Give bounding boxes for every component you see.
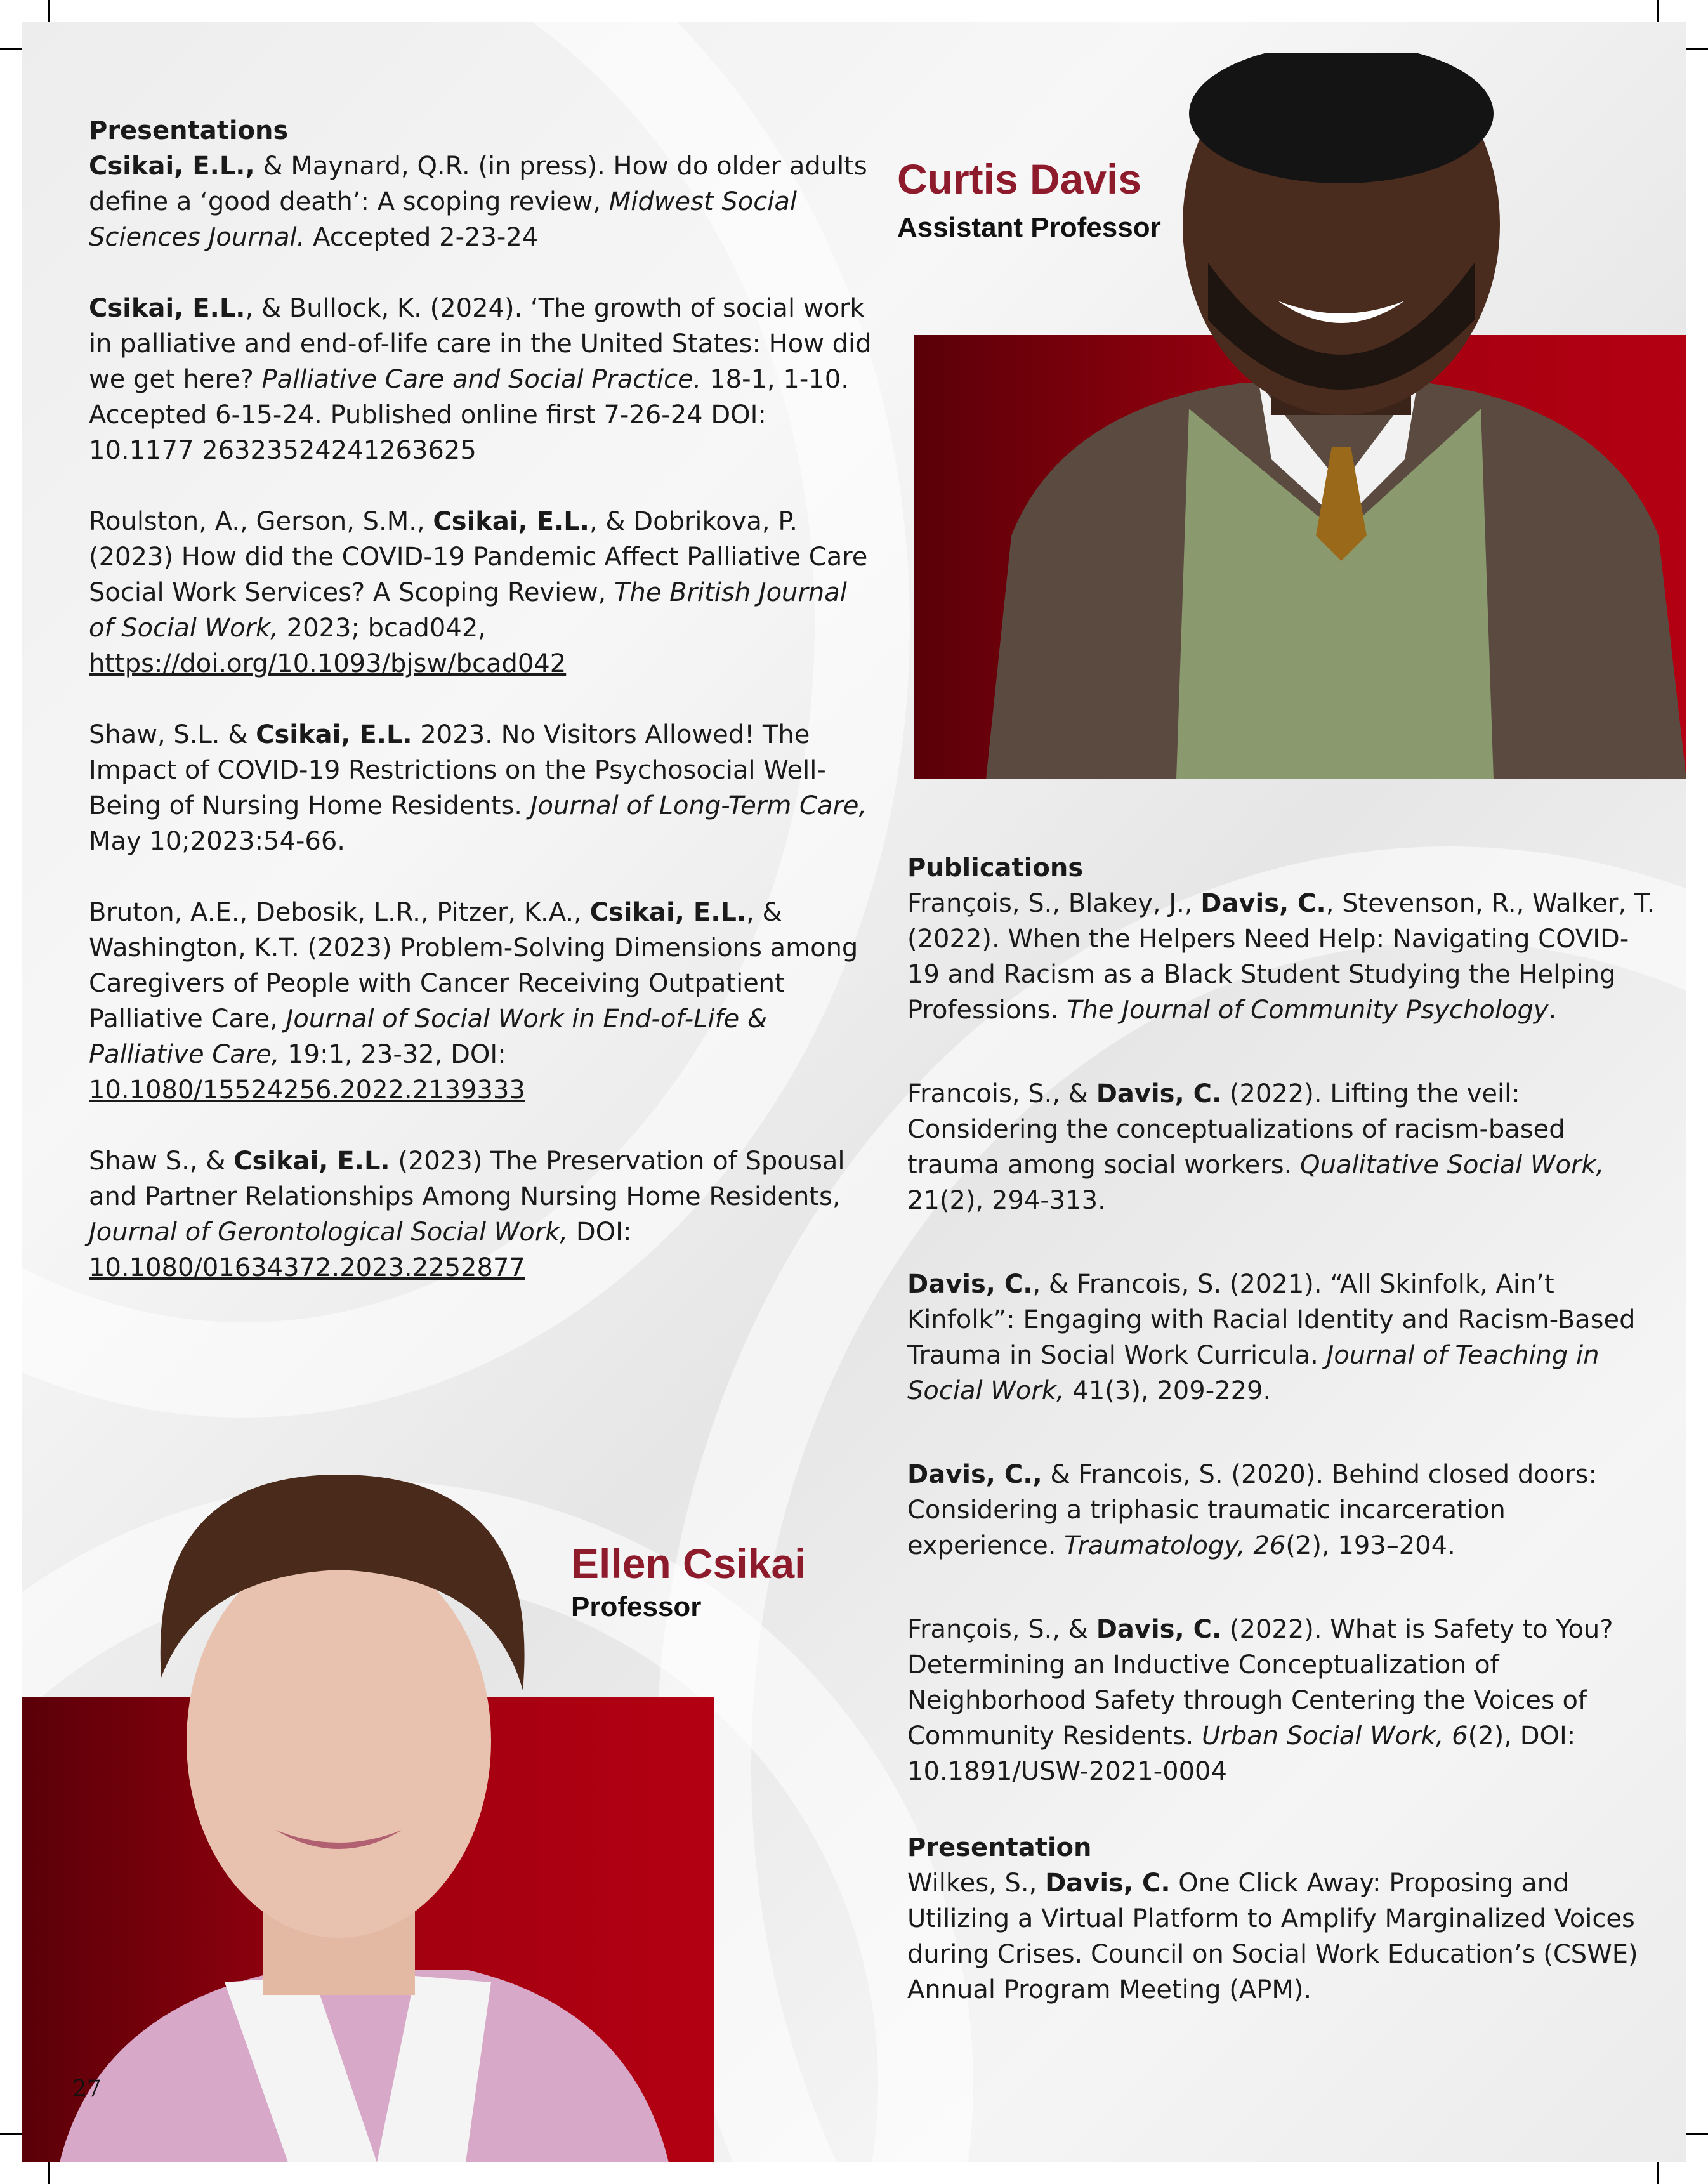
page	[22, 22, 1686, 2162]
citation: Wilkes, S., Davis, C. One Click Away: Proposing and Utilizing a Virtual Platform to Amplify Marginalized Voices during Crises. Council on Social Work Education’s (CSWE) Annual Program Meeting (APM).	[907, 1869, 1638, 2004]
crop-mark	[1657, 0, 1659, 22]
section-heading: Publications	[907, 853, 1084, 883]
section-heading: Presentation	[907, 1833, 1092, 1862]
publications-column	[907, 850, 1656, 2043]
crop-mark	[0, 48, 22, 50]
crop-mark	[1686, 2133, 1708, 2135]
citation: Davis, C., & Francois, S. (2020). Behind closed doors: Considering a triphasic traumatic incarceration experience. Traumatology, 26(2), 193–204.	[907, 1460, 1597, 1560]
citation: Davis, C., & Francois, S. (2021). “All Skinfolk, Ain’t Kinfolk”: Engaging with Racial Identity and Racism-Based Trauma in Social Work Curricula. Journal of Teaching in Social Work, 41(3), 209-229.	[907, 1270, 1636, 1405]
citation: Francois, S., & Davis, C. (2022). Lifting the veil: Considering the conceptualizations of racism-based trauma among social workers. Qualitative Social Work, 21(2), 294-313.	[907, 1079, 1605, 1215]
presentations-column	[89, 113, 876, 1321]
section-heading: Presentations	[89, 116, 289, 145]
davis-title: Assistant Professor	[897, 212, 1161, 243]
doi-link[interactable]: 10.1080/15524256.2022.2139333	[89, 1076, 525, 1105]
davis-name: Curtis Davis	[897, 155, 1142, 202]
crop-mark	[48, 2162, 50, 2184]
csikai-name: Ellen Csikai	[571, 1540, 806, 1587]
page-number: 27	[72, 2076, 102, 2102]
citation: François, S., & Davis, C. (2022). What is Safety to You? Determining an Inductive Conceptualization of Neighborhood Safety through Centering the Voices of Community Residents. Urban Social Work, 6(2), DOI: 10.1891/USW-2021-0004	[907, 1615, 1613, 1786]
citation: Bruton, A.E., Debosik, L.R., Pitzer, K.A., Csikai, E.L., & Washington, K.T. (2023) Problem-Solving Dimensions among Caregivers of People with Cancer Receiving Outpatient Palliative Care, Journal of Social Work in End-of-Life & Palliative Care, 19:1, 23-32, DOI: 10.1080/15524256.2022.2139333	[89, 898, 858, 1105]
citation: François, S., Blakey, J., Davis, C., Stevenson, R., Walker, T. (2022). When the Helpers Need Help: Navigating COVID-19 and Racism as a Black Student Studying the Helping Professions. The Journal of Community Psychology.	[907, 889, 1655, 1025]
csikai-title: Professor	[571, 1591, 702, 1622]
citation: Shaw S., & Csikai, E.L. (2023) The Preservation of Spousal and Partner Relationships Among Nursing Home Residents, Journal of Gerontological Social Work, DOI: 10.1080/01634372.2023.2252877	[89, 1147, 845, 1282]
crop-mark	[48, 0, 50, 22]
crop-mark	[1686, 48, 1708, 50]
citation: Shaw, S.L. & Csikai, E.L. 2023. No Visitors Allowed! The Impact of COVID-19 Restrictions on the Psychosocial Well-Being of Nursing Home Residents. Journal of Long-Term Care, May 10;2023:54-66.	[89, 720, 867, 856]
citation: Roulston, A., Gerson, S.M., Csikai, E.L., & Dobrikova, P. (2023) How did the COVID-19 Pandemic Affect Palliative Care Social Work Services? A Scoping Review, The British Journal of Social Work, 2023; bcad042, https://doi.org/10.1093/bjsw/bcad042	[89, 507, 868, 678]
crop-mark	[0, 2133, 22, 2135]
doi-link[interactable]: https://doi.org/10.1093/bjsw/bcad042	[89, 649, 567, 678]
crop-mark	[1657, 2162, 1659, 2184]
citation: Csikai, E.L., & Bullock, K. (2024). ‘The growth of social work in palliative and end-of-life care in the United States: How did we get here? Palliative Care and Social Practice. 18-1, 1-10. Accepted 6-15-24. Published online first 7-26-24 DOI: 10.1177 26323524241263625	[89, 294, 872, 465]
citation: Csikai, E.L., & Maynard, Q.R. (in press). How do older adults define a ‘good death’: A scoping review, Midwest Social Sciences Journal. Accepted 2-23-24	[89, 152, 867, 252]
doi-link[interactable]: 10.1080/01634372.2023.2252877	[89, 1253, 525, 1282]
